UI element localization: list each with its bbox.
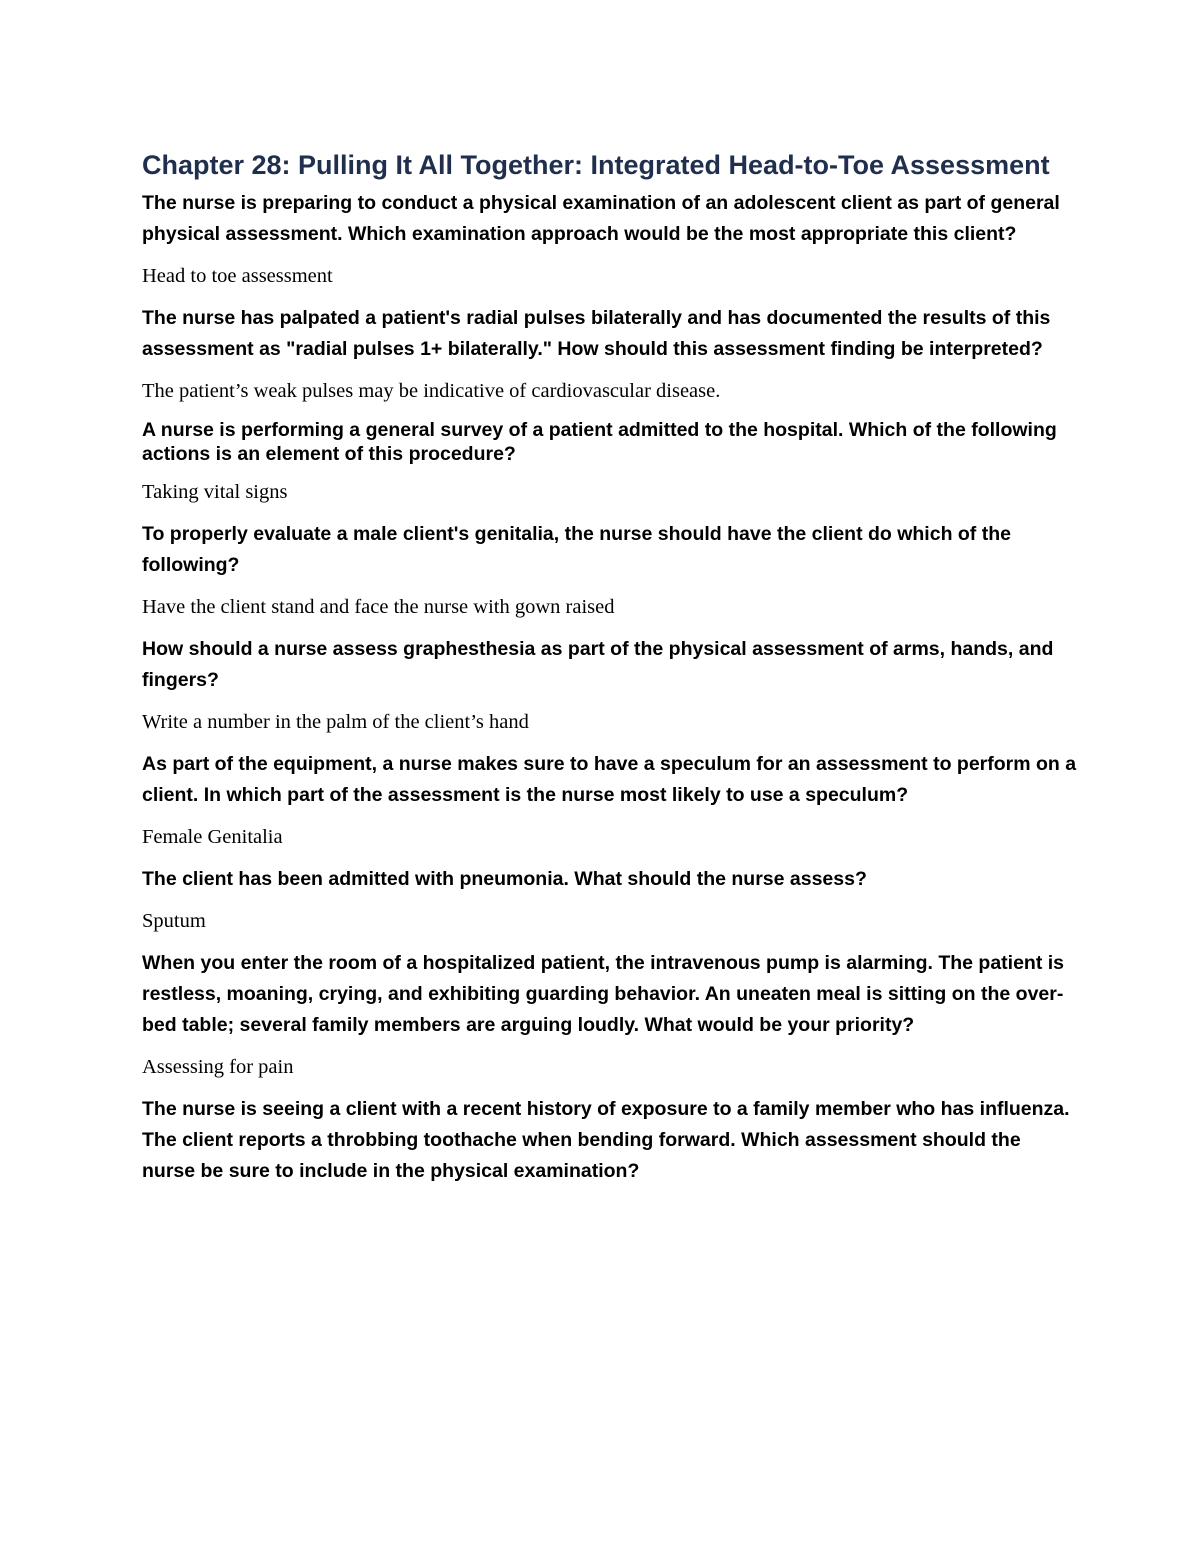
- qa-item: [142, 1094, 1077, 1187]
- qa-item: [142, 634, 1077, 736]
- question-text: How should a nurse assess graphesthesia as part of the physical assessment of arms, hands, and fingers?: [142, 638, 1054, 691]
- question-text: As part of the equipment, a nurse makes sure to have a speculum for an assessment to perform on a client. In which part of the assessment is the nurse most likely to use a speculum?: [142, 753, 1077, 806]
- answer-text: Write a number in the palm of the client’s hand: [142, 711, 529, 733]
- question-text: To properly evaluate a male client's genitalia, the nurse should have the client do which of the following?: [142, 523, 1011, 576]
- chapter-title: Chapter 28: Pulling It All Together: Integrated Head-to-Toe Assessment: [142, 150, 1050, 180]
- question-text: The nurse has palpated a patient's radial pulses bilaterally and has documented the results of this assessment as "radial pulses 1+ bilaterally." How should this assessment finding be interpreted?: [142, 307, 1051, 360]
- answer-text: Sputum: [142, 910, 206, 932]
- qa-item: [142, 864, 1077, 935]
- answer-text: The patient’s weak pulses may be indicative of cardiovascular disease.: [142, 380, 721, 402]
- qa-item: [142, 519, 1077, 621]
- question-text: The client has been admitted with pneumonia. What should the nurse assess?: [142, 868, 867, 890]
- answer-text: Head to toe assessment: [142, 265, 333, 287]
- answer-text: Taking vital signs: [142, 481, 288, 503]
- qa-item: [142, 188, 1077, 290]
- answer-text: Assessing for pain: [142, 1056, 294, 1078]
- question-text: A nurse is performing a general survey of a patient admitted to the hospital. Which of the following actions is an element of this procedure?: [142, 419, 1057, 465]
- question-text: The nurse is preparing to conduct a physical examination of an adolescent client as part of general physical assessment. Which examination approach would be the most appropriate this client?: [142, 192, 1060, 245]
- answer-text: Female Genitalia: [142, 826, 283, 848]
- qa-item: [142, 749, 1077, 851]
- question-text: When you enter the room of a hospitalized patient, the intravenous pump is alarming. The patient is restless, moaning, crying, and exhibiting guarding behavior. An uneaten meal is sitting on the over-bed table; several family members are arguing loudly. What would be your priority?: [142, 952, 1065, 1036]
- question-text: The nurse is seeing a client with a recent history of exposure to a family member who has influenza. The client reports a throbbing toothache when bending forward. Which assessment should the nurse be sure to include in the physical examination?: [142, 1098, 1070, 1182]
- answer-text: Have the client stand and face the nurse with gown raised: [142, 596, 615, 618]
- qa-item: [142, 303, 1077, 405]
- qa-item: [142, 948, 1077, 1081]
- document-page: [142, 148, 1077, 1199]
- qa-item: [142, 418, 1077, 506]
